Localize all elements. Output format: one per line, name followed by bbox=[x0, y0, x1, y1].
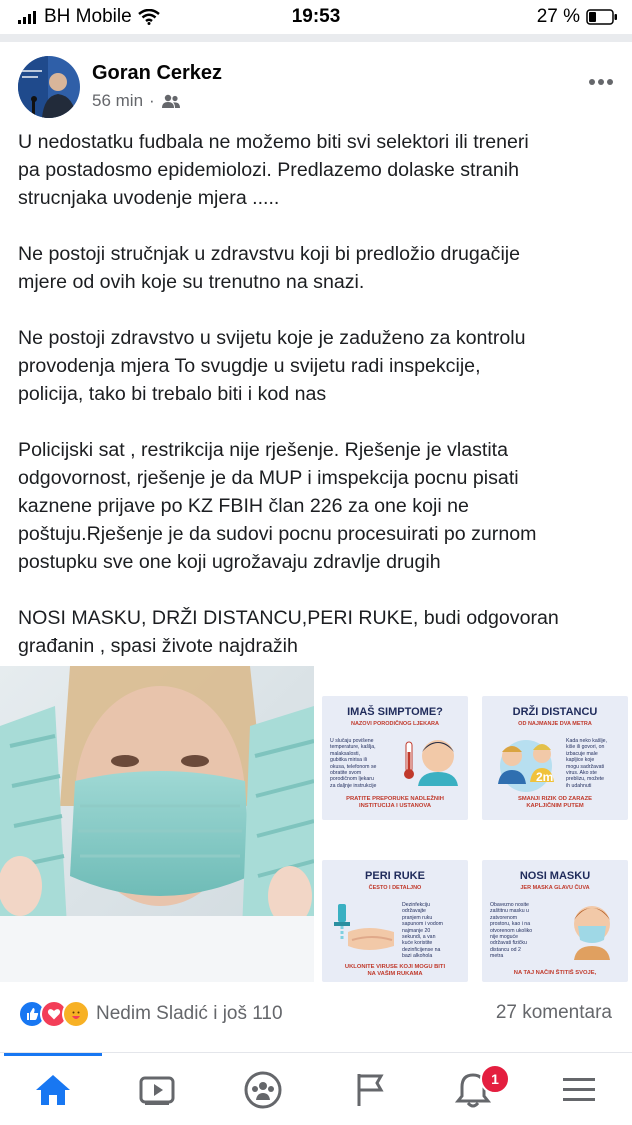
infographic-card-handwash bbox=[322, 860, 468, 982]
bottom-navigation bbox=[0, 1052, 632, 1125]
comments-count[interactable]: 27 komentara bbox=[495, 1002, 612, 1023]
notifications-badge: 1 bbox=[480, 1064, 510, 1094]
card-subtitle: OD NAJMANJE DVA METRA bbox=[518, 721, 592, 727]
card-title: NOSI MASKU bbox=[519, 870, 591, 882]
card-subtitle: JER MASKA GLAVU ČUVA bbox=[520, 885, 590, 891]
photo-woman-masks[interactable] bbox=[0, 666, 314, 982]
watch-tab-icon[interactable] bbox=[137, 1069, 179, 1111]
groups-tab-icon[interactable] bbox=[242, 1069, 284, 1111]
clock: 19:53 bbox=[291, 6, 341, 27]
status-bar bbox=[0, 0, 632, 34]
active-tab-indicator bbox=[4, 1053, 102, 1056]
reactions-summary[interactable] bbox=[18, 1000, 283, 1028]
author-name[interactable]: Goran Cerkez bbox=[92, 62, 223, 84]
post-time[interactable]: 56 min bbox=[92, 91, 144, 110]
infographic-card-distance bbox=[482, 696, 628, 820]
care-reaction-icon bbox=[62, 1000, 90, 1028]
card-title: DRŽI DISTANCU bbox=[512, 706, 598, 718]
post-paragraph-2: Ne postoji stručnjak u zdravstvu koji bi predložio drugačije mjere od ovih koje su trenutno na snazi. bbox=[18, 243, 521, 293]
card-subtitle: ČESTO I DETALJNO bbox=[368, 885, 422, 891]
card-body: Kada neko kašlje, kiše ili govori, on izbacuje male kapljice koje mogu sadržavati virus. Ako ste preblizu, možete ih udahnuti bbox=[566, 738, 607, 789]
menu-tab-icon[interactable] bbox=[558, 1069, 600, 1111]
home-tab-icon[interactable] bbox=[32, 1069, 74, 1111]
feed-separator bbox=[0, 34, 632, 42]
carrier-name: BH Mobile bbox=[44, 6, 132, 27]
battery-group bbox=[537, 6, 618, 28]
hands-washing-icon bbox=[328, 896, 398, 958]
infographic-card-symptoms bbox=[322, 696, 468, 820]
post-paragraph-1: U nedostatku fudbala ne možemo biti svi selektori ili treneri pa postadosmo epidemiolozi. Predlazemo dolaske stranih strucnjaka uvodenje mjera ..... bbox=[18, 131, 529, 209]
woman-mask-illustration-icon bbox=[0, 666, 314, 982]
card-footer: NA TAJ NAČIN ŠTITIŠ SVOJE, bbox=[513, 970, 597, 976]
reactor-names[interactable]: Nedim Sladić i još 110 bbox=[96, 1003, 283, 1024]
card-body: Dezinfekciju održavajte pranjem ruku sapunom i vodom najmanje 20 sekundi, a van kuće koristite dezinficijense na bazi alkohola bbox=[402, 902, 443, 960]
card-title: IMAŠ SIMPTOME? bbox=[347, 706, 443, 718]
card-body: Obavezno nosite zaštitnu masku u zatvorenom prostoru, kao i na otvorenom ukoliko nije moguće održavati fizičku distancu od 2 metra bbox=[490, 902, 533, 960]
card-footer: UKLONITE VIRUSE KOJI MOGU BITI NA VAŠIM RUKAMA bbox=[344, 964, 446, 977]
avatar[interactable] bbox=[18, 56, 80, 118]
post-paragraph-3: Ne postoji zdravstvo u svijetu koje je zaduženo za kontrolu provodenja mjera To svugdje u svijetu radi inspekcije, policija, tako bi trebalo biti i kod nas bbox=[18, 327, 526, 405]
two-people-distance-icon bbox=[488, 732, 564, 794]
post-text bbox=[18, 128, 618, 688]
more-options-icon[interactable] bbox=[588, 66, 614, 92]
avatar-photo-icon bbox=[18, 56, 80, 118]
friends-audience-icon[interactable] bbox=[161, 93, 181, 109]
pages-flag-tab-icon[interactable] bbox=[348, 1069, 390, 1111]
card-subtitle: NAZOVI PORODIČNOG LJEKARA bbox=[350, 721, 439, 727]
infographic-image[interactable] bbox=[318, 666, 632, 982]
meta-separator: · bbox=[149, 91, 155, 110]
sick-person-thermometer-icon bbox=[398, 732, 464, 786]
battery-percent: 27 % bbox=[536, 6, 580, 27]
card-body: U slučaju povišene temperature, kašlja, malaksalosti, gubitka mirisa ili okusa, telefonom se obratite svom porodičnom ljekaru za daljnje instrukcije bbox=[330, 738, 377, 789]
distance-badge: 2m bbox=[536, 770, 554, 784]
card-title: PERI RUKE bbox=[365, 870, 425, 882]
card-footer: PRATITE PREPORUKE NADLEŽNIH INSTITUCIJA I USTANOVA bbox=[346, 796, 444, 809]
post-meta bbox=[92, 91, 181, 111]
infographic-card-mask bbox=[482, 860, 628, 982]
card-footer: SMANJI RIZIK OD ZARAZE KAPLJIČNIM PUTEM bbox=[517, 796, 593, 809]
post-paragraph-4: Policijski sat , restrikcija nije rješenje. Rješenje je vlastita odgovornost, rješenje je da MUP i imspekcija pocnu pisati kaznene prijave po KZ FBIH član 226 za one koji ne poštuju.Rješenje je da sudovi pocnu procesuirati po zurnom postupku sve one koji ugrožavaju zdravlje drugih bbox=[18, 439, 537, 573]
battery-icon bbox=[586, 9, 618, 25]
post-paragraph-5: NOSI MASKU, DRŽI DISTANCU,PERI RUKE, budi odgovoran građanin , spasi živote najdražih bbox=[18, 607, 559, 657]
man-with-mask-icon bbox=[560, 896, 624, 960]
